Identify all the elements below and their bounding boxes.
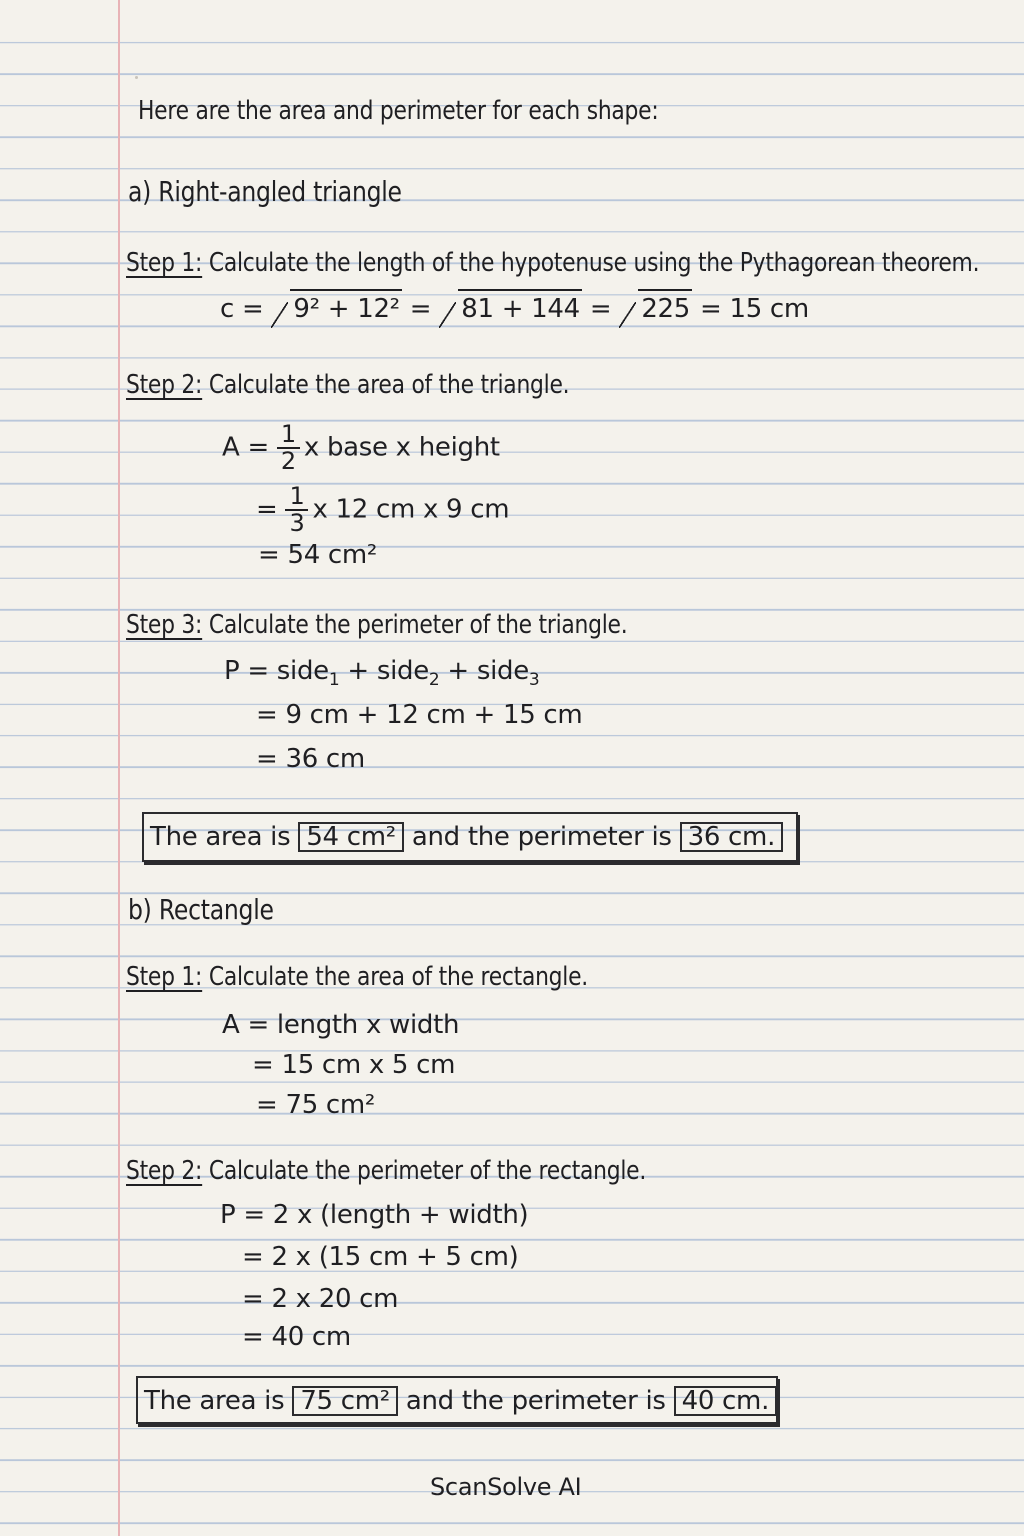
step-label: Step 1:	[126, 962, 203, 992]
part-a-heading: a) Right-angled triangle	[128, 175, 402, 208]
area-formula: A = $\frac{1}{2}$ x base x height	[222, 420, 500, 476]
answer-box-triangle: The area is 54 cm² and the perimeter is 36 cm.	[142, 812, 798, 862]
area-substitution: = $\frac{1}{3}$ x 12 cm x 9 cm	[256, 482, 510, 538]
perimeter-formula: P = side$_1$ + side$_2$ + side$_3$	[224, 656, 540, 690]
perimeter-substitution: = 9 cm + 12 cm + 15 cm	[256, 700, 583, 730]
fraction: $\frac{1}{2}$	[277, 422, 300, 474]
paper-dot	[135, 76, 138, 79]
step-label: Step 1:	[126, 248, 203, 278]
rect-area-formula: A = length x width	[222, 1010, 460, 1040]
part-b-step2: Step 2: Calculate the perimeter of the rectangle.	[126, 1156, 647, 1186]
hypotenuse-equation: c = 9² + 12² = 81 + 144 = 225 = 15 cm	[220, 296, 809, 322]
footer-brand: ScanSolve AI	[430, 1473, 582, 1501]
rect-area-substitution: = 15 cm x 5 cm	[252, 1050, 456, 1080]
perimeter-result: = 36 cm	[256, 744, 365, 774]
sqrt-symbol: 81 + 144	[439, 296, 582, 322]
part-a-step1: Step 1: Calculate the length of the hypotenuse using the Pythagorean theorem.	[126, 248, 980, 278]
rect-area-result: = 75 cm²	[256, 1090, 376, 1120]
part-b-heading: b) Rectangle	[128, 893, 274, 926]
rect-perimeter-result: = 40 cm	[242, 1322, 351, 1352]
step-label: Step 3:	[126, 610, 203, 640]
area-answer: 54 cm²	[298, 822, 404, 852]
part-b-step1: Step 1: Calculate the area of the rectangle.	[126, 962, 588, 992]
fraction: $\frac{1}{3}$	[285, 484, 308, 536]
margin-line	[118, 0, 120, 1536]
answer-box-rectangle: The area is 75 cm² and the perimeter is 40 cm.	[136, 1376, 778, 1424]
part-a-step3: Step 3: Calculate the perimeter of the triangle.	[126, 610, 628, 640]
sqrt-symbol: 9² + 12²	[271, 296, 401, 322]
area-result: = 54 cm²	[258, 540, 378, 570]
rect-perimeter-simplify: = 2 x 20 cm	[242, 1284, 399, 1314]
area-answer: 75 cm²	[292, 1386, 398, 1416]
step-label: Step 2:	[126, 1156, 203, 1186]
step-label: Step 2:	[126, 370, 203, 400]
part-a-step2: Step 2: Calculate the area of the triangle.	[126, 370, 570, 400]
intro-line: Here are the area and perimeter for each shape:	[138, 96, 659, 126]
rect-perimeter-substitution: = 2 x (15 cm + 5 cm)	[242, 1242, 519, 1272]
rect-perimeter-formula: P = 2 x (length + width)	[220, 1200, 529, 1230]
sqrt-symbol: 225	[619, 296, 692, 322]
perimeter-answer: 40 cm.	[674, 1386, 777, 1416]
perimeter-answer: 36 cm.	[680, 822, 783, 852]
